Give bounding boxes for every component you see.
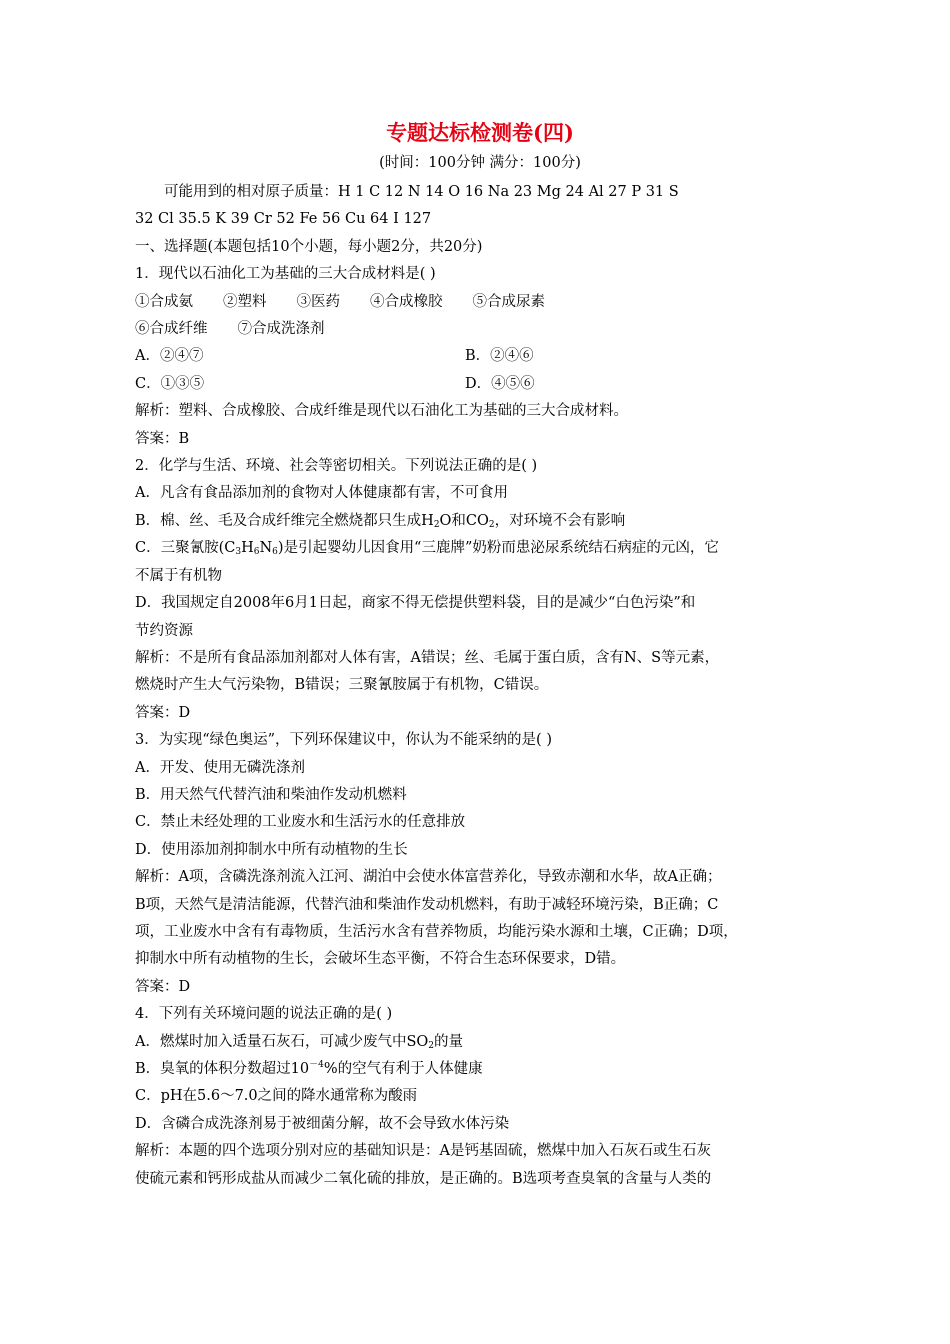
q1-item-3: ③医药 [296,293,340,310]
q4-b-text-1: B．臭氧的体积分数超过10 [135,1061,310,1077]
q1-item-5: ⑤合成尿素 [472,293,545,310]
q4-a-text-1: A．燃煤时加入适量石灰石，可减少废气中SO [135,1033,429,1050]
q2-c-text-1: C．三聚氰胺(C [135,540,236,557]
q2-c-h: H [241,540,254,557]
q1-options-ab [135,343,825,370]
section-heading: 一、选择题(本题包括10个小题，每小题2分，共20分) [135,238,483,255]
exam-meta: (时间：100分钟 满分：100分) [379,155,581,171]
q3-analysis-line4: 抑制水中所有动植物的生长，会破坏生态平衡，不符合生态环保要求，D错。 [135,951,626,968]
q3-stem: 3．为实现“绿色奥运”，下列环保建议中，你认为不能采纳的是( ) [135,732,552,749]
q1-analysis: 解析：塑料、合成橡胶、合成纤维是现代以石油化工为基础的三大合成材料。 [135,403,628,420]
atomic-masses-line1: 可能用到的相对原子质量：H 1 C 12 N 14 O 16 Na 23 Mg 24 Al 27 P 31 S [164,184,679,200]
q2-option-d-line2: 节约资源 [135,622,193,639]
q4-stem: 4．下列有关环境问题的说法正确的是( ) [135,1006,393,1023]
q1-item-7: ⑦合成洗涤剂 [237,321,325,338]
q2-option-d-line1: D．我国规定自2008年6月1日起，商家不得无偿提供塑料袋，目的是减少“白色污染”和 [135,595,696,612]
q4-a-sub: 2 [428,1040,435,1051]
q2-analysis-line2: 燃烧时产生大气污染物，B错误；三聚氰胺属于有机物，C错误。 [135,677,549,694]
q3-analysis-line3: 项，工业废水中含有有毒物质，生活污水含有营养物质，均能污染水源和土壤，C正确；D项， [135,923,738,940]
q3-option-d: D．使用添加剂抑制水中所有动植物的生长 [135,841,408,858]
q1-stem: 1．现代以石油化工为基础的三大合成材料是( ) [135,266,436,283]
q3-analysis-line2: B项，天然气是清洁能源，代替汽油和柴油作发动机燃料，有助于减轻环境污染，B正确；C [135,896,719,913]
q3-answer: 答案：D [135,978,191,995]
atomic-masses-line2: 32 Cl 35.5 K 39 Cr 52 Fe 56 Cu 64 I 127 [135,211,432,228]
q2-b-text-2: O和CO [439,512,489,529]
q2-c-sub-3: 6 [272,547,278,558]
q4-option-c: C．pH在5.6～7.0之间的降水通常称为酸雨 [135,1088,418,1105]
q3-option-a: A．开发、使用无磷洗涤剂 [135,759,305,776]
document-content [135,118,825,1193]
q2-c-sub-1: 3 [235,547,242,558]
q1-item-2: ②塑料 [223,293,267,310]
q4-b-sup: －4 [309,1060,324,1070]
q1-item-4: ④合成橡胶 [370,293,443,310]
q4-option-d: D．含磷合成洗涤剂易于被细菌分解，故不会导致水体污染 [135,1115,510,1132]
q3-option-b: B．用天然气代替汽油和柴油作发动机燃料 [135,786,407,803]
q2-answer: 答案：D [135,704,191,721]
q2-c-sub-2: 6 [253,547,260,558]
q2-stem: 2．化学与生活、环境、社会等密切相关。下列说法正确的是( ) [135,458,538,475]
q3-analysis-line1: 解析：A项，含磷洗涤剂流入江河、湖泊中会使水体富营养化，导致赤潮和水华，故A正确； [135,869,722,886]
q4-b-text-2: %的空气有利于人体健康 [323,1061,483,1077]
q2-b-sub-1: 2 [433,519,440,530]
q1-option-a: A．②④⑦ [135,348,204,365]
q4-option-b [135,1056,825,1083]
q1-items-row1 [135,289,825,316]
q1-option-b: B．②④⑥ [465,348,534,365]
q2-option-c-line1 [135,535,825,562]
q1-items-row2 [135,316,825,343]
q1-item-1: ①合成氨 [135,293,193,310]
q4-analysis-line2: 使硫元素和钙形成盐从而减少二氧化硫的排放，是正确的。B选项考查臭氧的含量与人类的 [135,1170,712,1187]
page-title: 专题达标检测卷(四) [386,120,574,145]
q2-option-b [135,508,825,535]
q1-item-6: ⑥合成纤维 [135,321,208,338]
q2-c-n: N [259,540,273,557]
q2-analysis-line1: 解析：不是所有食品添加剂都对人体有害，A错误；丝、毛属于蛋白质，含有N、S等元素， [135,649,720,666]
q1-option-d: D．④⑤⑥ [465,375,535,392]
q4-option-a [135,1029,825,1056]
q4-analysis-line1: 解析：本题的四个选项分别对应的基础知识是：A是钙基固硫，燃煤中加入石灰石或生石灰 [135,1143,711,1160]
q1-answer: 答案：B [135,430,190,447]
q3-option-c: C．禁止未经处理的工业废水和生活污水的任意排放 [135,814,466,831]
q2-b-text-3: ，对环境不会有影响 [494,512,626,529]
q1-options-cd [135,371,825,398]
q1-option-c: C．①③⑤ [135,375,205,392]
q4-a-text-2: 的量 [434,1033,464,1050]
q2-c-text-2: )是引起婴幼儿因食用“三鹿牌”奶粉而患泌尿系统结石病症的元凶，它 [277,540,719,557]
q2-option-a: A．凡含有食品添加剂的食物对人体健康都有害，不可食用 [135,485,508,502]
q2-b-text-1: B．棉、丝、毛及合成纤维完全燃烧都只生成H [135,512,434,529]
q2-option-c-line2: 不属于有机物 [135,567,222,584]
q2-b-sub-2: 2 [488,519,495,530]
